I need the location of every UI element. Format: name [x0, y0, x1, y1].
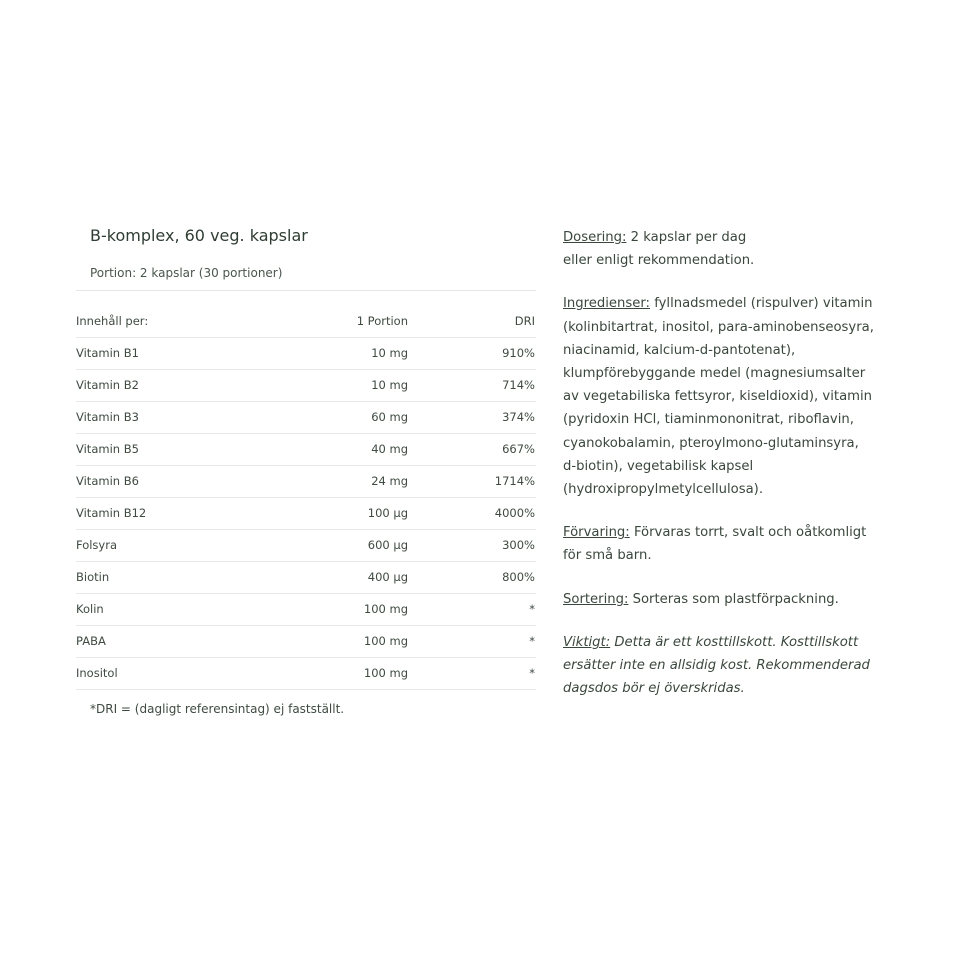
dri-footnote: *DRI = (dagligt referensintag) ej fastställt. [90, 702, 345, 716]
ingredienser-text: d-biotin), vegetabilisk kapsel [563, 458, 754, 474]
ingredienser-text: klumpförebyggande medel (magnesiumsalter [563, 366, 866, 382]
nutrient-dri: 667% [502, 442, 535, 456]
viktigt-text: dagsdos bör ej överskridas. [563, 681, 745, 697]
table-header [76, 306, 536, 338]
nutrient-amount: 100 µg [367, 506, 408, 520]
nutrient-dri: 4000% [494, 506, 535, 520]
nutrient-amount: 600 µg [367, 538, 408, 552]
nutrient-name: Biotin [76, 570, 110, 584]
product-info [563, 226, 893, 720]
nutrient-dri: * [529, 634, 535, 648]
dosering-section [563, 226, 893, 272]
nutrient-name: Kolin [76, 602, 104, 616]
forvaring-label: Förvaring: [563, 525, 630, 541]
nutrition-table [76, 306, 536, 690]
table-row [76, 626, 536, 658]
nutrient-amount: 100 mg [363, 634, 408, 648]
nutrient-amount: 10 mg [371, 346, 408, 360]
ingredienser-section [563, 292, 893, 501]
sortering-label: Sortering: [563, 591, 629, 607]
nutrient-amount: 60 mg [371, 410, 408, 424]
viktigt-label: Viktigt: [563, 634, 611, 650]
table-row [76, 402, 536, 434]
nutrient-dri: * [529, 602, 535, 616]
nutrient-name: Vitamin B3 [76, 410, 139, 424]
viktigt-text: ersätter inte en allsidig kost. Rekommenderad [563, 658, 870, 674]
table-row [76, 370, 536, 402]
table-row [76, 466, 536, 498]
nutrient-name: Inositol [76, 666, 118, 680]
ingredienser-text: (kolinbitartrat, inositol, para-aminobenseosyra, [563, 319, 874, 335]
header-dri: DRI [514, 314, 535, 328]
sortering-section [563, 588, 893, 611]
nutrient-name: Vitamin B5 [76, 442, 139, 456]
nutrient-name: Vitamin B12 [76, 506, 147, 520]
nutrient-name: Vitamin B1 [76, 346, 139, 360]
table-row [76, 562, 536, 594]
nutrient-dri: 1714% [494, 474, 535, 488]
nutrient-amount: 10 mg [371, 378, 408, 392]
nutrient-name: Vitamin B2 [76, 378, 139, 392]
ingredienser-text: niacinamid, kalcium-d-pantotenat), [563, 342, 796, 358]
table-row [76, 658, 536, 690]
nutrient-dri: 714% [502, 378, 535, 392]
nutrient-amount: 400 µg [367, 570, 408, 584]
nutrient-amount: 100 mg [363, 666, 408, 680]
forvaring-text: Förvaras torrt, svalt och oåtkomligt [629, 525, 867, 541]
nutrient-name: Folsyra [76, 538, 118, 552]
header-portion: 1 Portion [356, 314, 408, 328]
table-row [76, 498, 536, 530]
dosering-text: eller enligt rekommendation. [563, 253, 755, 269]
sortering-text: Sorteras som plastförpackning. [628, 591, 839, 607]
table-row [76, 338, 536, 370]
table-row [76, 530, 536, 562]
nutrient-dri: * [529, 666, 535, 680]
table-row [76, 594, 536, 626]
nutrient-name: PABA [76, 634, 106, 648]
table-row [76, 434, 536, 466]
viktigt-text: Detta är ett kosttillskott. Kosttillskott [610, 634, 859, 650]
nutrient-amount: 40 mg [371, 442, 408, 456]
nutrient-dri: 910% [502, 346, 535, 360]
portion-text: Portion: 2 kapslar (30 portioner) [90, 266, 283, 280]
ingredienser-text: av vegetabiliska fettsyror, kiseldioxid), vitamin [563, 389, 873, 405]
forvaring-text: för små barn. [563, 548, 652, 564]
ingredienser-label: Ingredienser: [563, 296, 650, 312]
ingredienser-text: (pyridoxin HCl, tiaminmononitrat, riboflavin, [563, 412, 854, 428]
nutrient-dri: 374% [502, 410, 535, 424]
ingredienser-text: fyllnadsmedel (rispulver) vitamin [650, 296, 873, 312]
product-title: B-komplex, 60 veg. kapslar [90, 226, 308, 245]
header-content: Innehåll per: [76, 314, 149, 328]
nutrient-amount: 24 mg [371, 474, 408, 488]
nutrient-dri: 800% [502, 570, 535, 584]
nutrient-name: Vitamin B6 [76, 474, 139, 488]
dosering-text: 2 kapslar per dag [626, 230, 747, 245]
ingredienser-text: cyanokobalamin, pteroylmono-glutaminsyra, [563, 435, 859, 451]
forvaring-section [563, 521, 893, 567]
nutrient-amount: 100 mg [363, 602, 408, 616]
divider [76, 290, 536, 291]
dosering-label: Dosering: [563, 230, 627, 245]
nutrient-dri: 300% [502, 538, 535, 552]
viktigt-section [563, 631, 893, 701]
ingredienser-text: (hydroxipropylmetylcellulosa). [563, 482, 764, 498]
